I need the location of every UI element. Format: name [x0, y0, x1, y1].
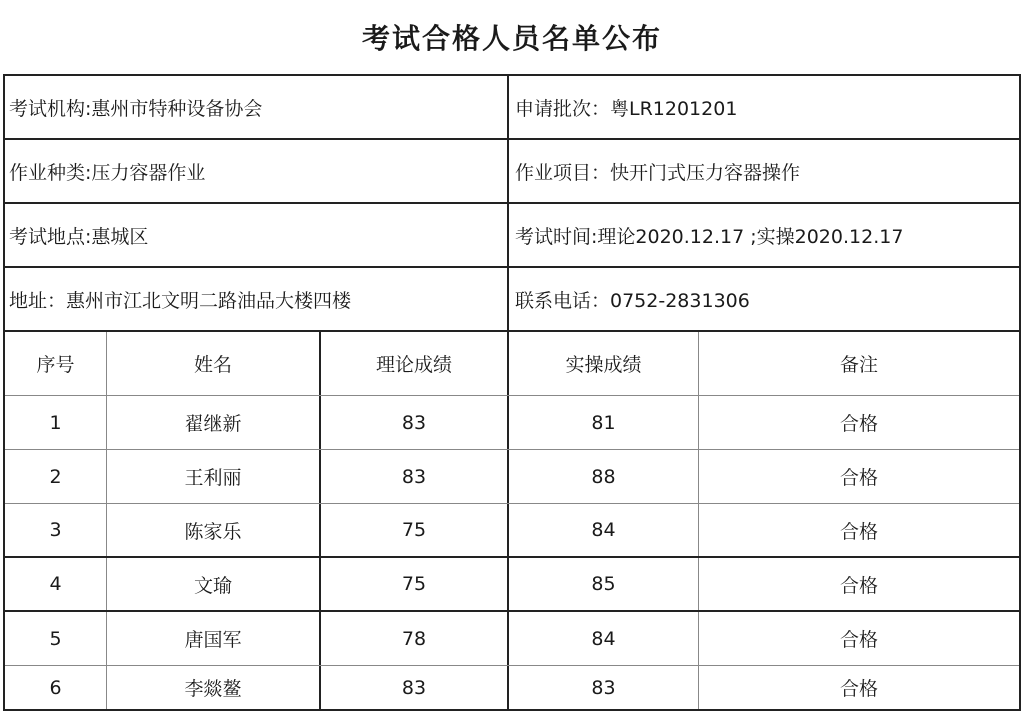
cell-name: 翟继新 — [107, 396, 321, 449]
contact-phone: 联系电话：0752-2831306 — [515, 289, 750, 312]
cell-theory-score: 75 — [321, 558, 509, 610]
cell-index: 3 — [5, 504, 107, 556]
header-theory-score: 理论成绩 — [321, 332, 509, 395]
address: 地址：惠州市江北文明二路油品大楼四楼 — [5, 268, 509, 330]
cell-index: 6 — [5, 666, 107, 709]
header-name: 姓名 — [107, 332, 321, 395]
work-category: 作业种类:压力容器作业 — [5, 140, 509, 202]
exam-organization: 考试机构:惠州市特种设备协会 — [5, 76, 509, 138]
cell-practical-score: 85 — [509, 558, 699, 610]
cell-practical-score: 88 — [509, 450, 699, 503]
cell-remark: 合格 — [839, 574, 878, 597]
table-row — [5, 558, 1019, 612]
cell-remark: 合格 — [839, 678, 878, 700]
cell-remark: 合格 — [839, 629, 878, 651]
cell-practical-score: 84 — [509, 612, 699, 665]
cell-remark: 合格 — [839, 413, 878, 435]
table-row — [5, 450, 1019, 504]
cell-index: 4 — [5, 558, 107, 610]
info-row-exam-place — [5, 204, 1019, 268]
cell-remark: 合格 — [839, 467, 878, 489]
page-title: 考试合格人员名单公布 — [361, 22, 662, 55]
cell-index: 1 — [5, 396, 107, 449]
info-row-work-type — [5, 140, 1019, 204]
exam-time: 考试时间:理论2020.12.17 ;实操2020.12.17 — [515, 225, 904, 248]
cell-name: 王利丽 — [107, 450, 321, 503]
header-index: 序号 — [5, 332, 107, 395]
cell-practical-score: 81 — [509, 396, 699, 449]
table-row — [5, 666, 1019, 709]
cell-name: 陈家乐 — [107, 504, 321, 556]
table-row — [5, 396, 1019, 450]
cell-theory-score: 83 — [321, 666, 509, 709]
cell-name: 唐国军 — [107, 612, 321, 665]
cell-remark: 合格 — [839, 520, 878, 543]
results-sheet — [3, 74, 1021, 711]
cell-theory-score: 75 — [321, 504, 509, 556]
cell-practical-score: 83 — [509, 666, 699, 709]
cell-index: 5 — [5, 612, 107, 665]
cell-name: 文瑜 — [107, 558, 321, 610]
table-header — [5, 332, 1019, 396]
cell-name: 李燚鳌 — [107, 666, 321, 709]
application-batch: 申请批次：粤LR1201201 — [515, 97, 738, 120]
cell-practical-score: 84 — [509, 504, 699, 556]
table-row — [5, 612, 1019, 666]
cell-index: 2 — [5, 450, 107, 503]
cell-theory-score: 83 — [321, 450, 509, 503]
cell-theory-score: 78 — [321, 612, 509, 665]
cell-theory-score: 83 — [321, 396, 509, 449]
work-item: 作业项目：快开门式压力容器操作 — [515, 161, 801, 184]
exam-location: 考试地点:惠城区 — [5, 204, 509, 266]
info-row-address — [5, 268, 1019, 332]
header-practical-score: 实操成绩 — [509, 332, 699, 395]
header-remark: 备注 — [839, 354, 878, 376]
table-row — [5, 504, 1019, 558]
info-row-exam-org — [5, 76, 1019, 140]
